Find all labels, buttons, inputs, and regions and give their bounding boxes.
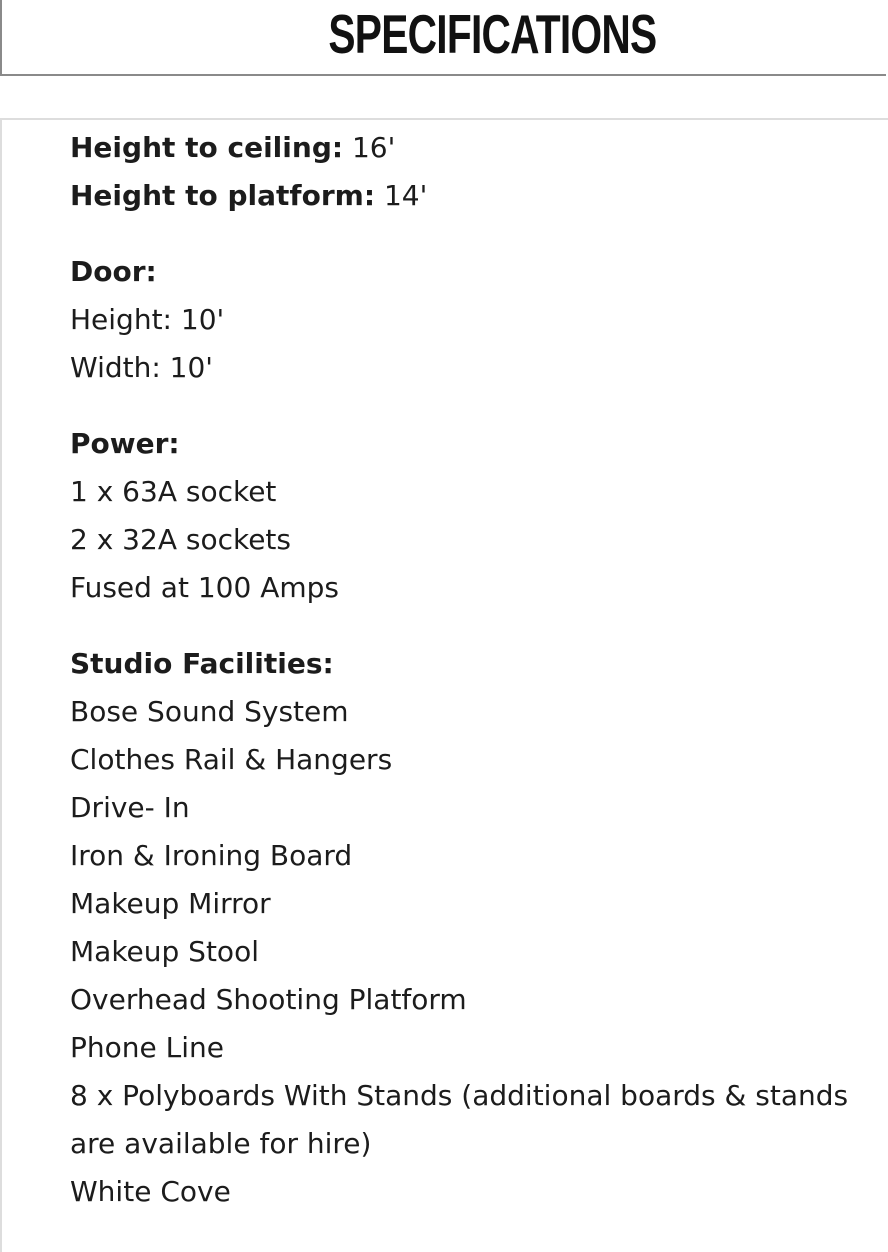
facility-item: 8 x Polyboards With Stands (additional boards & stands are available for hire) bbox=[70, 1079, 849, 1160]
facility-item: Drive- In bbox=[70, 791, 190, 824]
facility-item: White Cove bbox=[70, 1175, 231, 1208]
facility-item: Makeup Mirror bbox=[70, 887, 271, 920]
facility-item: Overhead Shooting Platform bbox=[70, 983, 467, 1016]
specifications-header bbox=[0, 0, 886, 76]
spec-label: Height to platform: bbox=[70, 179, 376, 212]
spec-value: 14' bbox=[383, 179, 428, 212]
spec-label: Height to ceiling: bbox=[70, 131, 344, 164]
facility-item: Phone Line bbox=[70, 1031, 224, 1064]
door-height: Height: 10' bbox=[70, 303, 225, 336]
door-width: Width: 10' bbox=[70, 351, 214, 384]
power-item: 1 x 63A socket bbox=[70, 475, 277, 508]
power-item: Fused at 100 Amps bbox=[70, 571, 339, 604]
studio-facilities-heading: Studio Facilities: bbox=[70, 647, 334, 680]
facility-item: Iron & Ironing Board bbox=[70, 839, 353, 872]
door-heading: Door: bbox=[70, 255, 157, 288]
power-item: 2 x 32A sockets bbox=[70, 523, 291, 556]
specifications-list bbox=[70, 124, 885, 1216]
page-title: SPECIFICATIONS bbox=[328, 3, 657, 65]
spec-height-to-platform bbox=[70, 172, 885, 220]
facility-item: Makeup Stool bbox=[70, 935, 259, 968]
facility-item: Clothes Rail & Hangers bbox=[70, 743, 393, 776]
spec-value: 16' bbox=[351, 131, 396, 164]
facility-item: Bose Sound System bbox=[70, 695, 349, 728]
power-heading: Power: bbox=[70, 427, 180, 460]
spec-height-to-ceiling bbox=[70, 124, 885, 172]
